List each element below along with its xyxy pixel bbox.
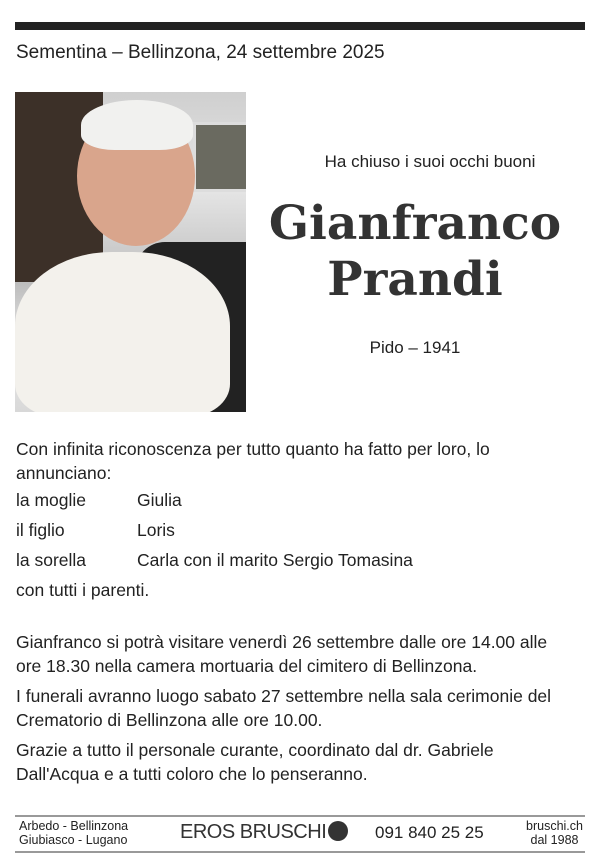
notice-body <box>16 437 576 786</box>
top-rule <box>15 22 585 30</box>
phone-number: 091 840 25 25 <box>375 823 484 842</box>
website: bruschi.ch <box>526 819 583 833</box>
funeral-home-footer <box>15 815 585 853</box>
nickname-year: Pido – 1941 <box>369 338 461 357</box>
visitation-text: Gianfranco si potrà visitare venerdì 26 settembre dalle ore 14.00 alle ore 18.30 nella camera mortuaria del cimitero di Bellinzona. <box>16 632 548 676</box>
location-1: Arbedo - Bellinzona <box>19 819 129 833</box>
relative-row: la sorella Carla con il marito Sergio Tomasina <box>16 550 413 570</box>
intro-text: Ha chiuso i suoi occhi buoni <box>324 152 536 171</box>
relative-row: la moglie Giulia <box>16 490 182 510</box>
location-2: Giubiasco - Lugano <box>19 833 128 847</box>
deceased-name: Gianfranco Prandi <box>268 196 562 307</box>
portrait-photo <box>15 92 246 412</box>
brand-logo: EROS BRUSCHI <box>180 821 348 844</box>
relative-row: il figlio Loris <box>16 520 175 540</box>
closing-text: con tutti i parenti. <box>16 580 150 600</box>
thanks-text: Grazie a tutto il personale curante, coordinato dal dr. Gabriele Dall'Acqua e a tutti coloro che lo penseranno. <box>16 740 494 784</box>
announce-text: Con infinita riconoscenza per tutto quanto ha fatto per loro, lo annunciano: <box>16 439 490 483</box>
dateline: Sementina – Bellinzona, 24 settembre 2025 <box>16 42 385 63</box>
since-text: dal 1988 <box>530 833 579 847</box>
funeral-text: I funerali avranno luogo sabato 27 settembre nella sala cerimonie del Crematorio di Bellinzona alle ore 10.00. <box>16 686 552 730</box>
logo-icon <box>328 821 348 841</box>
